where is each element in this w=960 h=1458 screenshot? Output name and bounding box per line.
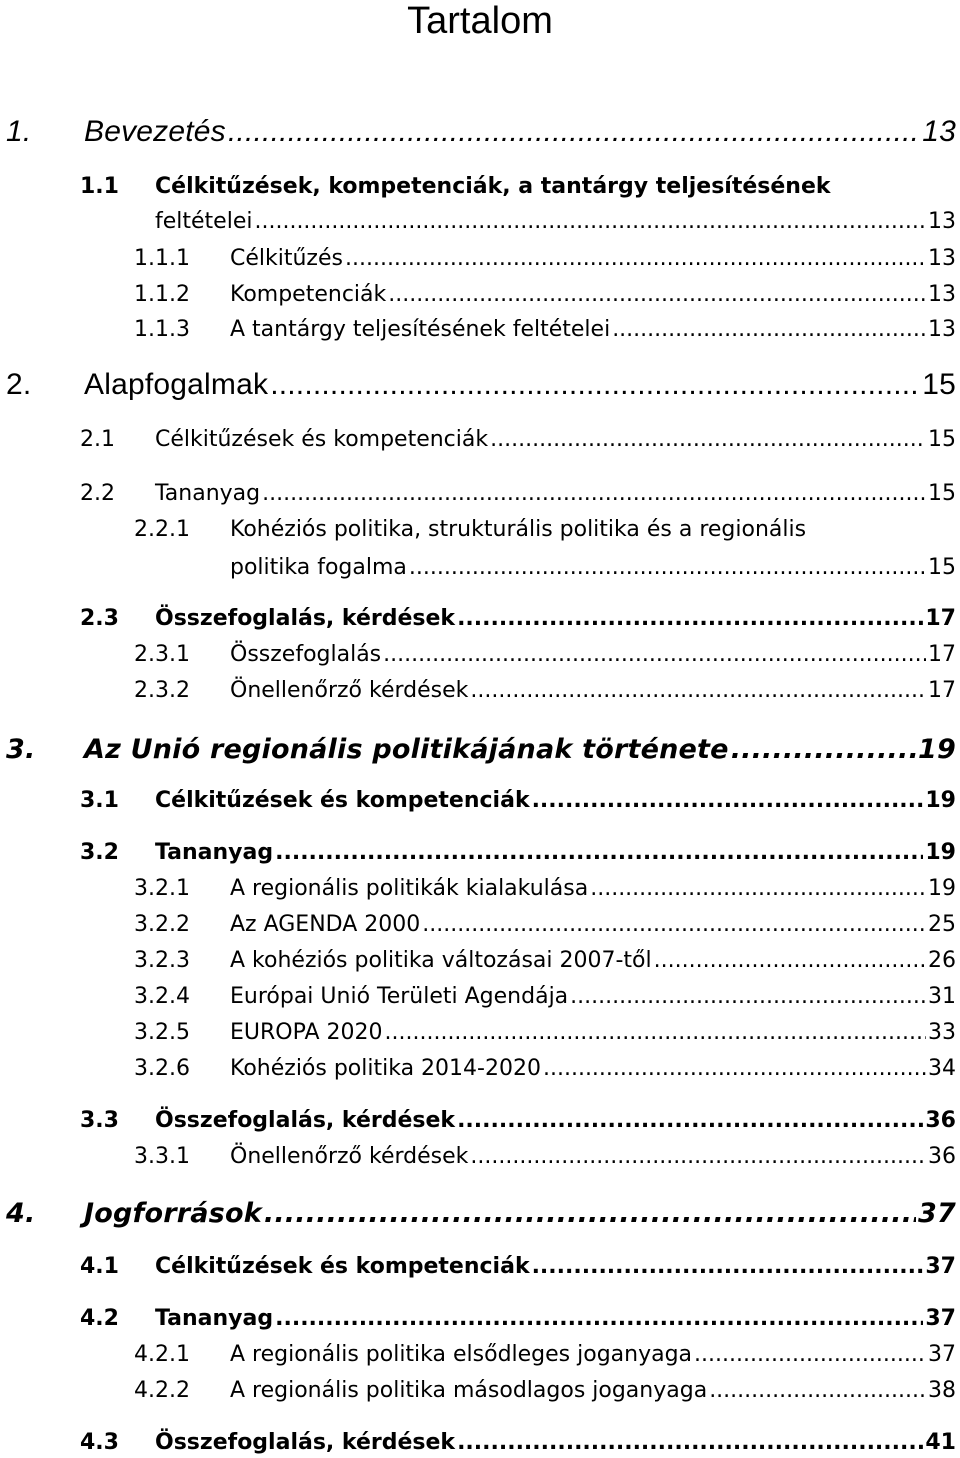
toc-leader [612,317,926,342]
toc-leader [262,481,926,506]
toc-entry-3-2-5[interactable] [134,1020,956,1045]
toc-leader [457,1430,923,1455]
toc-number: 3.2.6 [134,1056,190,1081]
toc-page: 13 [928,282,956,307]
toc-entry-2[interactable] [6,368,956,402]
toc-entry-1-1-3[interactable] [134,317,956,342]
toc-entry-4[interactable] [6,1198,956,1229]
toc-leader [275,840,923,865]
toc-label: Célkitűzés [230,246,343,271]
toc-number: 4.2.1 [134,1342,190,1367]
toc-page: 25 [928,912,956,937]
toc-page: 33 [928,1020,956,1045]
toc-entry-2-2-1[interactable] [134,517,956,542]
toc-label: Összefoglalás [230,642,382,667]
toc-entry-2-3-1[interactable] [134,642,956,667]
toc-entry-2-3[interactable] [80,606,956,631]
toc-entry-1-1-cont[interactable] [155,209,956,234]
toc-leader [654,948,926,973]
toc-number: 2. [6,368,32,401]
toc-entry-1-1-1[interactable] [134,246,956,271]
toc-label-line2: feltételei [155,209,253,234]
toc-label: Az AGENDA 2000 [230,912,421,937]
toc-page: 37 [918,1198,956,1229]
toc-page: 37 [925,1254,956,1279]
toc-leader [709,1378,926,1403]
toc-number: 3.3 [80,1108,119,1133]
toc-page: 41 [925,1430,956,1455]
toc-number: 4.2.2 [134,1378,190,1403]
toc-label: Európai Unió Területi Agendája [230,984,569,1009]
toc-leader [388,282,926,307]
toc-number: 1.1.3 [134,317,190,342]
toc-label: Célkitűzések és kompetenciák [155,427,489,452]
toc-label: Összefoglalás, kérdések [155,1430,456,1455]
toc-number: 4.3 [80,1430,119,1455]
toc-leader [457,1108,923,1133]
toc-leader [490,427,926,452]
toc-label: Alapfogalmak [84,368,269,401]
toc-leader [457,606,923,631]
toc-label: Bevezetés [84,115,226,148]
toc-page: 31 [928,984,956,1009]
toc-leader [409,555,926,580]
toc-number: 2.3.1 [134,642,190,667]
toc-page: 34 [928,1056,956,1081]
toc-entry-4-1[interactable] [80,1254,956,1279]
toc-number: 2.3 [80,606,119,631]
toc-number: 4. [6,1198,36,1229]
toc-label: Célkitűzések és kompetenciák [155,1254,530,1279]
toc-entry-2-1[interactable] [80,427,956,452]
toc-number: 3.3.1 [134,1144,190,1169]
toc-entry-3-2-6[interactable] [134,1056,956,1081]
toc-number: 1.1.1 [134,246,190,271]
toc-leader [543,1056,926,1081]
toc-entry-4-3[interactable] [80,1430,956,1455]
toc-label: Tananyag [155,1306,274,1331]
toc-number: 3.2.4 [134,984,190,1009]
toc-number: 2.2 [80,481,115,506]
toc-entry-2-2[interactable] [80,481,956,506]
toc-leader [422,912,926,937]
toc-number: 3.2 [80,840,119,865]
toc-leader [532,1254,924,1279]
toc-label: Kohéziós politika 2014-2020 [230,1056,541,1081]
toc-label: A regionális politikák kialakulása [230,876,589,901]
toc-entry-1-1[interactable] [80,174,956,199]
toc-label: EUROPA 2020 [230,1020,383,1045]
toc-page: 13 [928,246,956,271]
toc-leader [383,642,926,667]
toc-label: Jogforrások [84,1198,262,1229]
toc-leader [470,1144,926,1169]
toc-entry-2-3-2[interactable] [134,678,956,703]
toc-page: 19 [928,876,956,901]
toc-page: 17 [928,678,956,703]
toc-entry-3-2-3[interactable] [134,948,956,973]
toc-page: 17 [928,642,956,667]
toc-entry-3[interactable] [6,734,956,765]
toc-label: A regionális politika másodlagos joganyaga [230,1378,708,1403]
toc-label-line2: politika fogalma [230,555,407,580]
toc-leader [470,678,926,703]
toc-leader [590,876,926,901]
toc-page: 13 [928,209,956,234]
toc-leader [270,368,920,402]
toc-label: Összefoglalás, kérdések [155,606,456,631]
toc-leader [345,246,926,271]
toc-label: Önellenőrző kérdések [230,1144,469,1169]
toc-number: 3.2.3 [134,948,190,973]
toc-page: 13 [922,115,956,148]
toc-page: 15 [928,427,956,452]
toc-label: Tananyag [155,481,261,506]
toc-entry-3-3-1[interactable] [134,1144,956,1169]
toc-page: 37 [925,1306,956,1331]
toc-entry-3-2-1[interactable] [134,876,956,901]
toc-leader [275,1306,923,1331]
toc-number: 2.3.2 [134,678,190,703]
toc-page: 36 [925,1108,956,1133]
toc-number: 3.2.2 [134,912,190,937]
toc-leader [228,115,920,149]
toc-leader [264,1198,916,1229]
toc-label-line1: Célkitűzések, kompetenciák, a tantárgy teljesítésének [155,174,831,199]
toc-entry-4-2[interactable] [80,1306,956,1331]
toc-leader [254,209,926,234]
toc-entry-1[interactable] [6,115,956,149]
toc-label: A tantárgy teljesítésének feltételei [230,317,611,342]
toc-leader [385,1020,927,1045]
toc-page: 15 [928,481,956,506]
toc-label-line1: Kohéziós politika, strukturális politika és a regionális [230,517,807,542]
toc-label: A regionális politika elsődleges joganyaga [230,1342,693,1367]
toc-page: 19 [925,840,956,865]
toc-entry-3-2[interactable] [80,840,956,865]
toc-page: 38 [928,1378,956,1403]
toc-leader [731,734,916,765]
toc-label: Összefoglalás, kérdések [155,1108,456,1133]
toc-label: Az Unió regionális politikájának története [84,734,729,765]
toc-number: 3.2.1 [134,876,190,901]
toc-number: 4.2 [80,1306,119,1331]
toc-leader [532,788,924,813]
toc-number: 3.2.5 [134,1020,190,1045]
toc-leader [570,984,926,1009]
toc-entry-1-1-2[interactable] [134,282,956,307]
toc-label: Kompetenciák [230,282,387,307]
toc-number: 3. [6,734,36,765]
toc-entry-4-2-1[interactable] [134,1342,956,1367]
toc-page: 19 [918,734,956,765]
toc-page: 26 [928,948,956,973]
toc-entry-2-2-1-cont[interactable] [230,555,956,580]
toc-label: A kohéziós politika változásai 2007-től [230,948,652,973]
toc-entry-3-2-2[interactable] [134,912,956,937]
toc-label: Önellenőrző kérdések [230,678,469,703]
toc-number: 1. [6,115,32,148]
toc-entry-3-2-4[interactable] [134,984,956,1009]
toc-entry-4-2-2[interactable] [134,1378,956,1403]
toc-page: 13 [928,317,956,342]
toc-label: Célkitűzések és kompetenciák [155,788,530,813]
toc-number: 2.2.1 [134,517,190,542]
toc-entry-3-1[interactable] [80,788,956,813]
toc-label: Tananyag [155,840,274,865]
toc-number: 1.1.2 [134,282,190,307]
toc-page: 17 [925,606,956,631]
toc-page: 15 [922,368,956,401]
toc-entry-3-3[interactable] [80,1108,956,1133]
toc-number: 4.1 [80,1254,119,1279]
toc-page: 19 [925,788,956,813]
toc-page: 15 [928,555,956,580]
toc-number: 2.1 [80,427,115,452]
toc-number: 1.1 [80,174,119,199]
page-title: Tartalom [407,0,553,42]
toc-page: 36 [928,1144,956,1169]
toc-number: 3.1 [80,788,119,813]
toc-page: 37 [928,1342,956,1367]
toc-leader [694,1342,926,1367]
